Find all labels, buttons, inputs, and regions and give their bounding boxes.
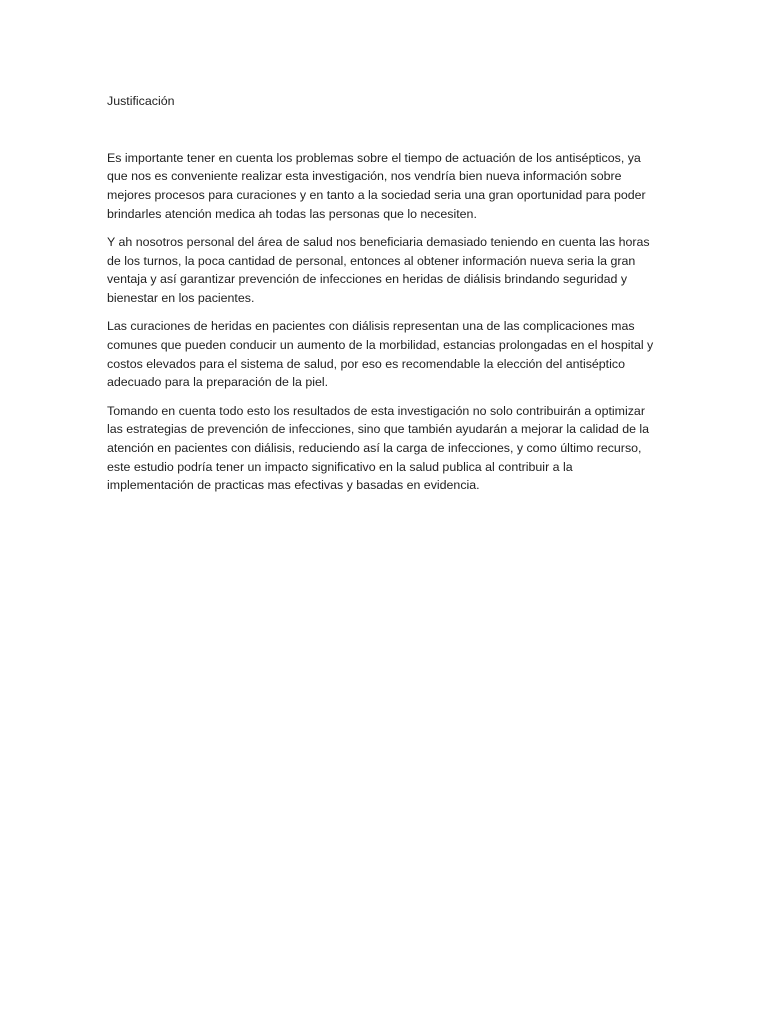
paragraph-3: Las curaciones de heridas en pacientes con diálisis representan una de las complicaciones mas comunes que pueden conducir un aumento de la morbilidad, estancias prolongadas en el hospital y costos elevados para el sistema de salud, por eso es recomendable la elección del antiséptico adecuado para la preparación de la piel.	[107, 319, 654, 390]
document-title: Justificación	[107, 94, 175, 108]
title-spacing	[107, 111, 662, 149]
paragraph-4: Tomando en cuenta todo esto los resultados de esta investigación no solo contribuirán a optimizar las estrategias de prevención de infecciones, sino que también ayudarán a mejorar la calidad de la atención en pacientes con diálisis, reduciendo así la carga de infecciones, y como último recurso, este estudio podría tener un impacto significativo en la salud publica al contribuir a la implementación de practicas mas efectivas y basadas en evidencia.	[107, 403, 650, 493]
document-body	[107, 92, 662, 505]
paragraph-2: Y ah nosotros personal del área de salud nos beneficiaria demasiado teniendo en cuenta las horas de los turnos, la poca cantidad de personal, entonces al obtener información nueva seria la gran ventaja y así garantizar prevención de infecciones en heridas de diálisis brindando seguridad y bienestar en los pacientes.	[107, 235, 650, 306]
paragraph-1: Es importante tener en cuenta los problemas sobre el tiempo de actuación de los antisépticos, ya que nos es conveniente realizar esta investigación, nos vendría bien nueva información sobre mejores procesos para curaciones y en tanto a la sociedad seria una gran oportunidad para poder brindarles atención medica ah todas las personas que lo necesiten.	[107, 150, 646, 221]
